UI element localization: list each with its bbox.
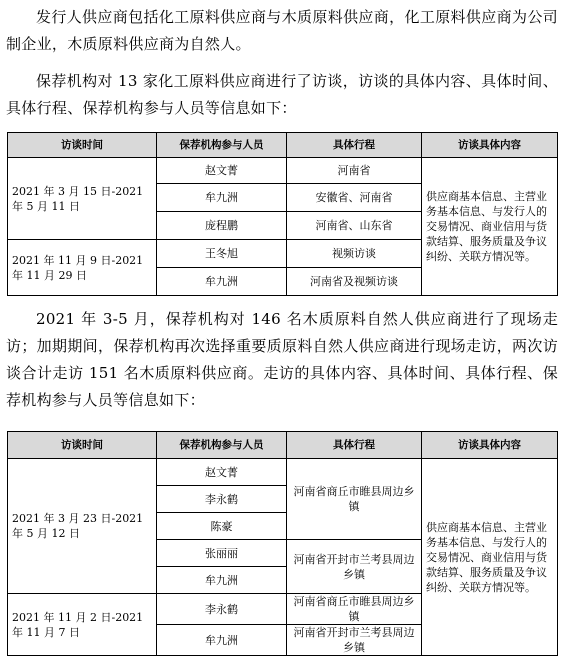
route-cell: 河南省商丘市睢县周边乡镇 <box>287 594 422 625</box>
wood-supplier-visit-table <box>7 431 558 656</box>
route-cell: 河南省、山东省 <box>287 212 422 240</box>
participant-cell: 牟九洲 <box>157 268 287 296</box>
header-route: 具体行程 <box>287 432 422 459</box>
header-route: 具体行程 <box>287 133 422 158</box>
header-content: 访谈具体内容 <box>422 432 558 459</box>
route-cell: 视频访谈 <box>287 240 422 268</box>
participant-cell: 赵文菁 <box>157 459 287 486</box>
interview-content: 供应商基本信息、主营业务基本信息、与发行人的交易情况、商业信用与货款结算、服务质量及争议纠纷、关联方情况等。 <box>422 459 558 656</box>
header-participants: 保荐机构参与人员 <box>157 432 287 459</box>
participant-cell: 王冬旭 <box>157 240 287 268</box>
table-row <box>8 459 558 486</box>
participant-cell: 张丽丽 <box>157 540 287 567</box>
paragraph-chemical-suppliers: 保荐机构对 13 家化工原料供应商进行了访谈，访谈的具体内容、具体时间、具体行程、保荐机构参与人员等信息如下： <box>6 72 558 117</box>
route-cell: 河南省开封市兰考县周边乡镇 <box>287 540 422 594</box>
participant-cell: 牟九洲 <box>157 625 287 656</box>
interview-content: 供应商基本信息、主营业务基本信息、与发行人的交易情况、商业信用与货款结算、服务质量及争议纠纷、关联方情况等。 <box>422 158 558 296</box>
participant-cell: 李永鹤 <box>157 486 287 513</box>
participant-cell: 牟九洲 <box>157 184 287 212</box>
interview-period: 2021 年 3 月 23 日-2021 年 5 月 12 日 <box>8 459 157 594</box>
header-interview-time: 访谈时间 <box>8 432 157 459</box>
chemical-supplier-interview-table <box>7 132 558 296</box>
table-header-row <box>8 133 558 158</box>
participant-cell: 李永鹤 <box>157 594 287 625</box>
paragraph-intro: 发行人供应商包括化工原料供应商与木质原料供应商，化工原料供应商为公司制企业，木质原料供应商为自然人。 <box>6 8 558 53</box>
interview-period: 2021 年 3 月 15 日-2021 年 5 月 11 日 <box>8 158 157 240</box>
header-interview-time: 访谈时间 <box>8 133 157 158</box>
route-cell: 河南省商丘市睢县周边乡镇 <box>287 459 422 540</box>
paragraph-wood-suppliers: 2021 年 3-5 月，保荐机构对 146 名木质原料自然人供应商进行了现场走访；加期期间，保荐机构再次选择重要质原料自然人供应商进行现场走访，两次访谈合计走访 151 名木质原料供应商。走访的具体内容、具体时间、具体行程、保荐机构参与人员等信息如下： <box>6 310 558 409</box>
interview-period: 2021 年 11 月 2 日-2021 年 11 月 7 日 <box>8 594 157 656</box>
route-cell: 河南省开封市兰考县周边乡镇 <box>287 625 422 656</box>
header-participants: 保荐机构参与人员 <box>157 133 287 158</box>
route-cell: 河南省 <box>287 158 422 184</box>
interview-period: 2021 年 11 月 9 日-2021 年 11 月 29 日 <box>8 240 157 296</box>
table-header-row <box>8 432 558 459</box>
participant-cell: 陈豪 <box>157 513 287 540</box>
header-content: 访谈具体内容 <box>422 133 558 158</box>
route-cell: 安徽省、河南省 <box>287 184 422 212</box>
route-cell: 河南省及视频访谈 <box>287 268 422 296</box>
participant-cell: 牟九洲 <box>157 567 287 594</box>
participant-cell: 庞程鹏 <box>157 212 287 240</box>
participant-cell: 赵文菁 <box>157 158 287 184</box>
table-row <box>8 158 558 184</box>
